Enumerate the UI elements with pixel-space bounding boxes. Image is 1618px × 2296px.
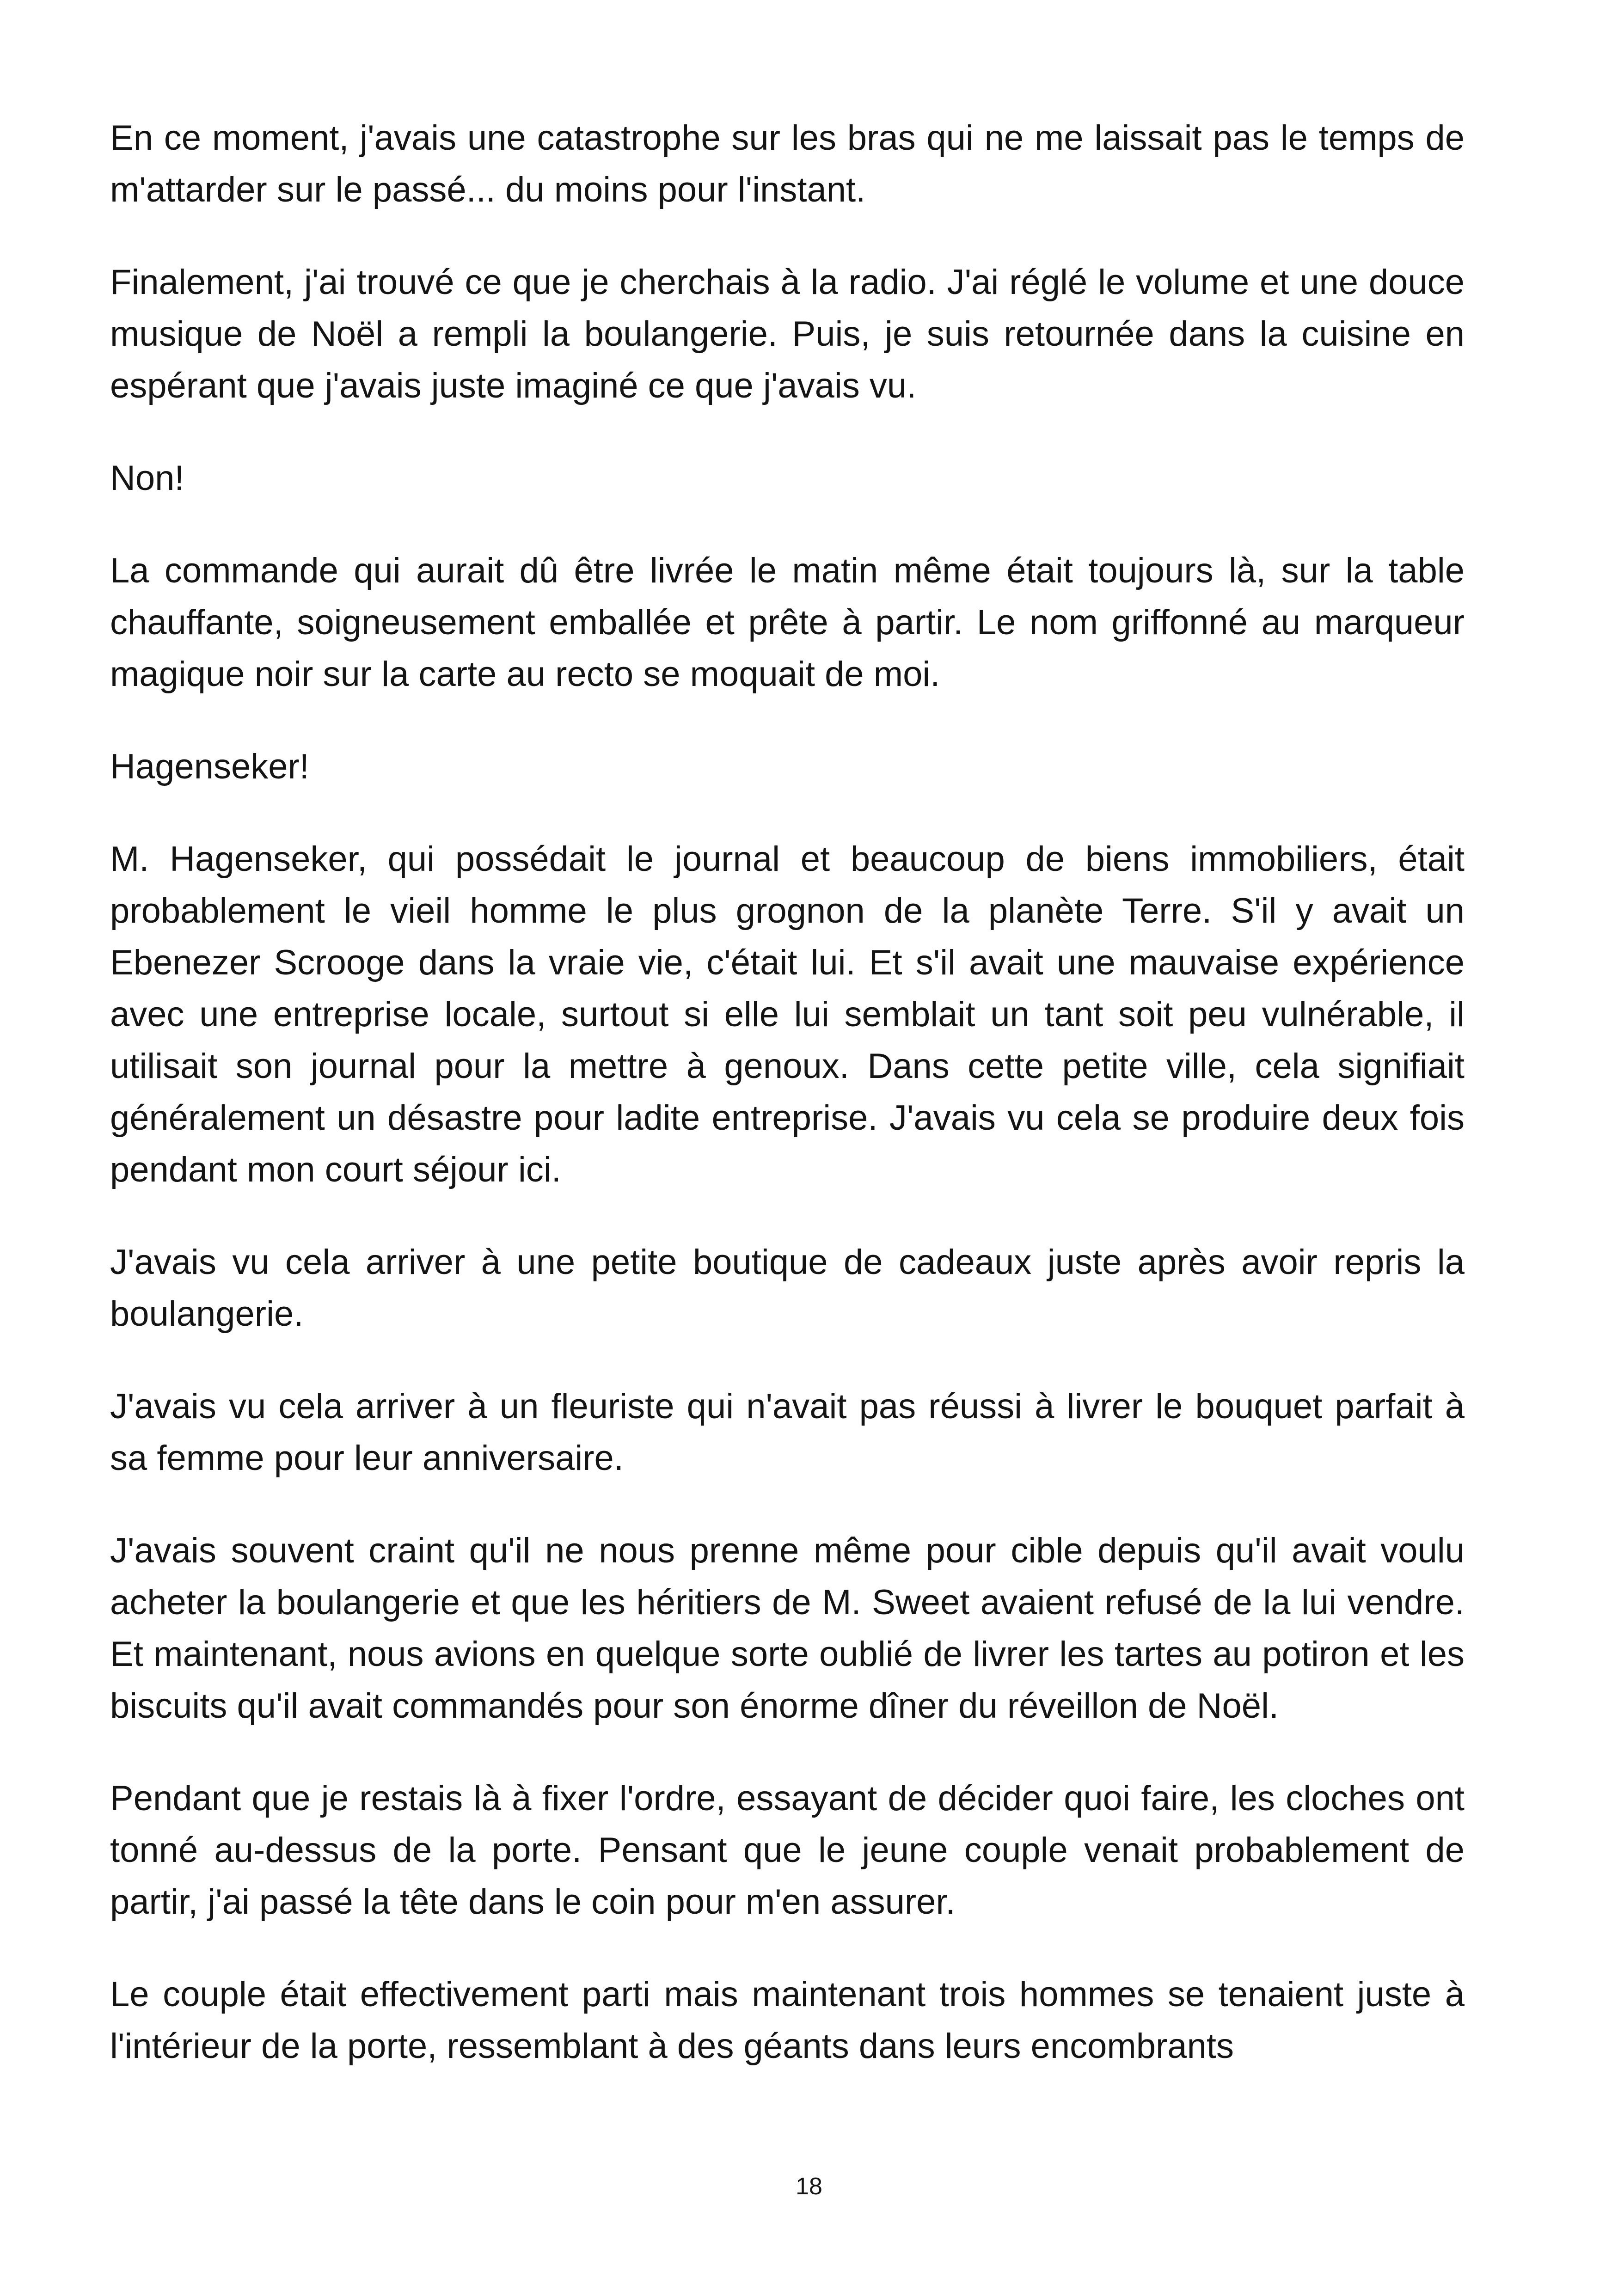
page-number: 18 bbox=[796, 2173, 822, 2200]
paragraph: J'avais souvent craint qu'il ne nous prenne même pour cible depuis qu'il avait voulu acheter la boulangerie et que les héritiers de M. Sweet avaient refusé de la lui vendre. Et maintenant, nous avions en quelque sorte oublié de livrer les tartes au potiron et les biscuits qu'il avait commandés pour son énorme dîner du réveillon de Noël. bbox=[110, 1531, 1465, 1726]
body-text bbox=[110, 112, 1465, 2072]
paragraph: Le couple était effectivement parti mais maintenant trois hommes se tenaient juste à l'intérieur de la porte, ressemblant à des géants dans leurs encombrants bbox=[110, 1975, 1465, 2066]
paragraph: M. Hagenseker, qui possédait le journal et beaucoup de biens immobiliers, était probablement le vieil homme le plus grognon de la planète Terre. S'il y avait un Ebenezer Scrooge dans la vraie vie, c'était lui. Et s'il avait une mauvaise expérience avec une entreprise locale, surtout si elle lui semblait un tant soit peu vulnérable, il utilisait son journal pour la mettre à genoux. Dans cette petite ville, cela signifiait généralement un désastre pour ladite entreprise. J'avais vu cela se produire deux fois pendant mon court séjour ici. bbox=[110, 839, 1465, 1189]
paragraph: J'avais vu cela arriver à une petite boutique de cadeaux juste après avoir repris la boulangerie. bbox=[110, 1243, 1465, 1334]
paragraph: La commande qui aurait dû être livrée le matin même était toujours là, sur la table chauffante, soigneusement emballée et prête à partir. Le nom griffonné au marqueur magique noir sur la carte au recto se moquait de moi. bbox=[110, 551, 1465, 694]
paragraph: Hagenseker! bbox=[110, 747, 309, 786]
paragraph: Finalement, j'ai trouvé ce que je cherchais à la radio. J'ai réglé le volume et une douce musique de Noël a rempli la boulangerie. Puis, je suis retournée dans la cuisine en espérant que j'avais juste imaginé ce que j'avais vu. bbox=[110, 263, 1465, 405]
paragraph: Non! bbox=[110, 459, 184, 498]
paragraph: J'avais vu cela arriver à un fleuriste qui n'avait pas réussi à livrer le bouquet parfait à sa femme pour leur anniversaire. bbox=[110, 1387, 1465, 1478]
paragraph: Pendant que je restais là à fixer l'ordre, essayant de décider quoi faire, les cloches ont tonné au-dessus de la porte. Pensant que le jeune couple venait probablement de partir, j'ai passé la tête dans le coin pour m'en assurer. bbox=[110, 1779, 1465, 1922]
paragraph: En ce moment, j'avais une catastrophe sur les bras qui ne me laissait pas le temps de m'attarder sur le passé... du moins pour l'instant. bbox=[110, 118, 1465, 209]
